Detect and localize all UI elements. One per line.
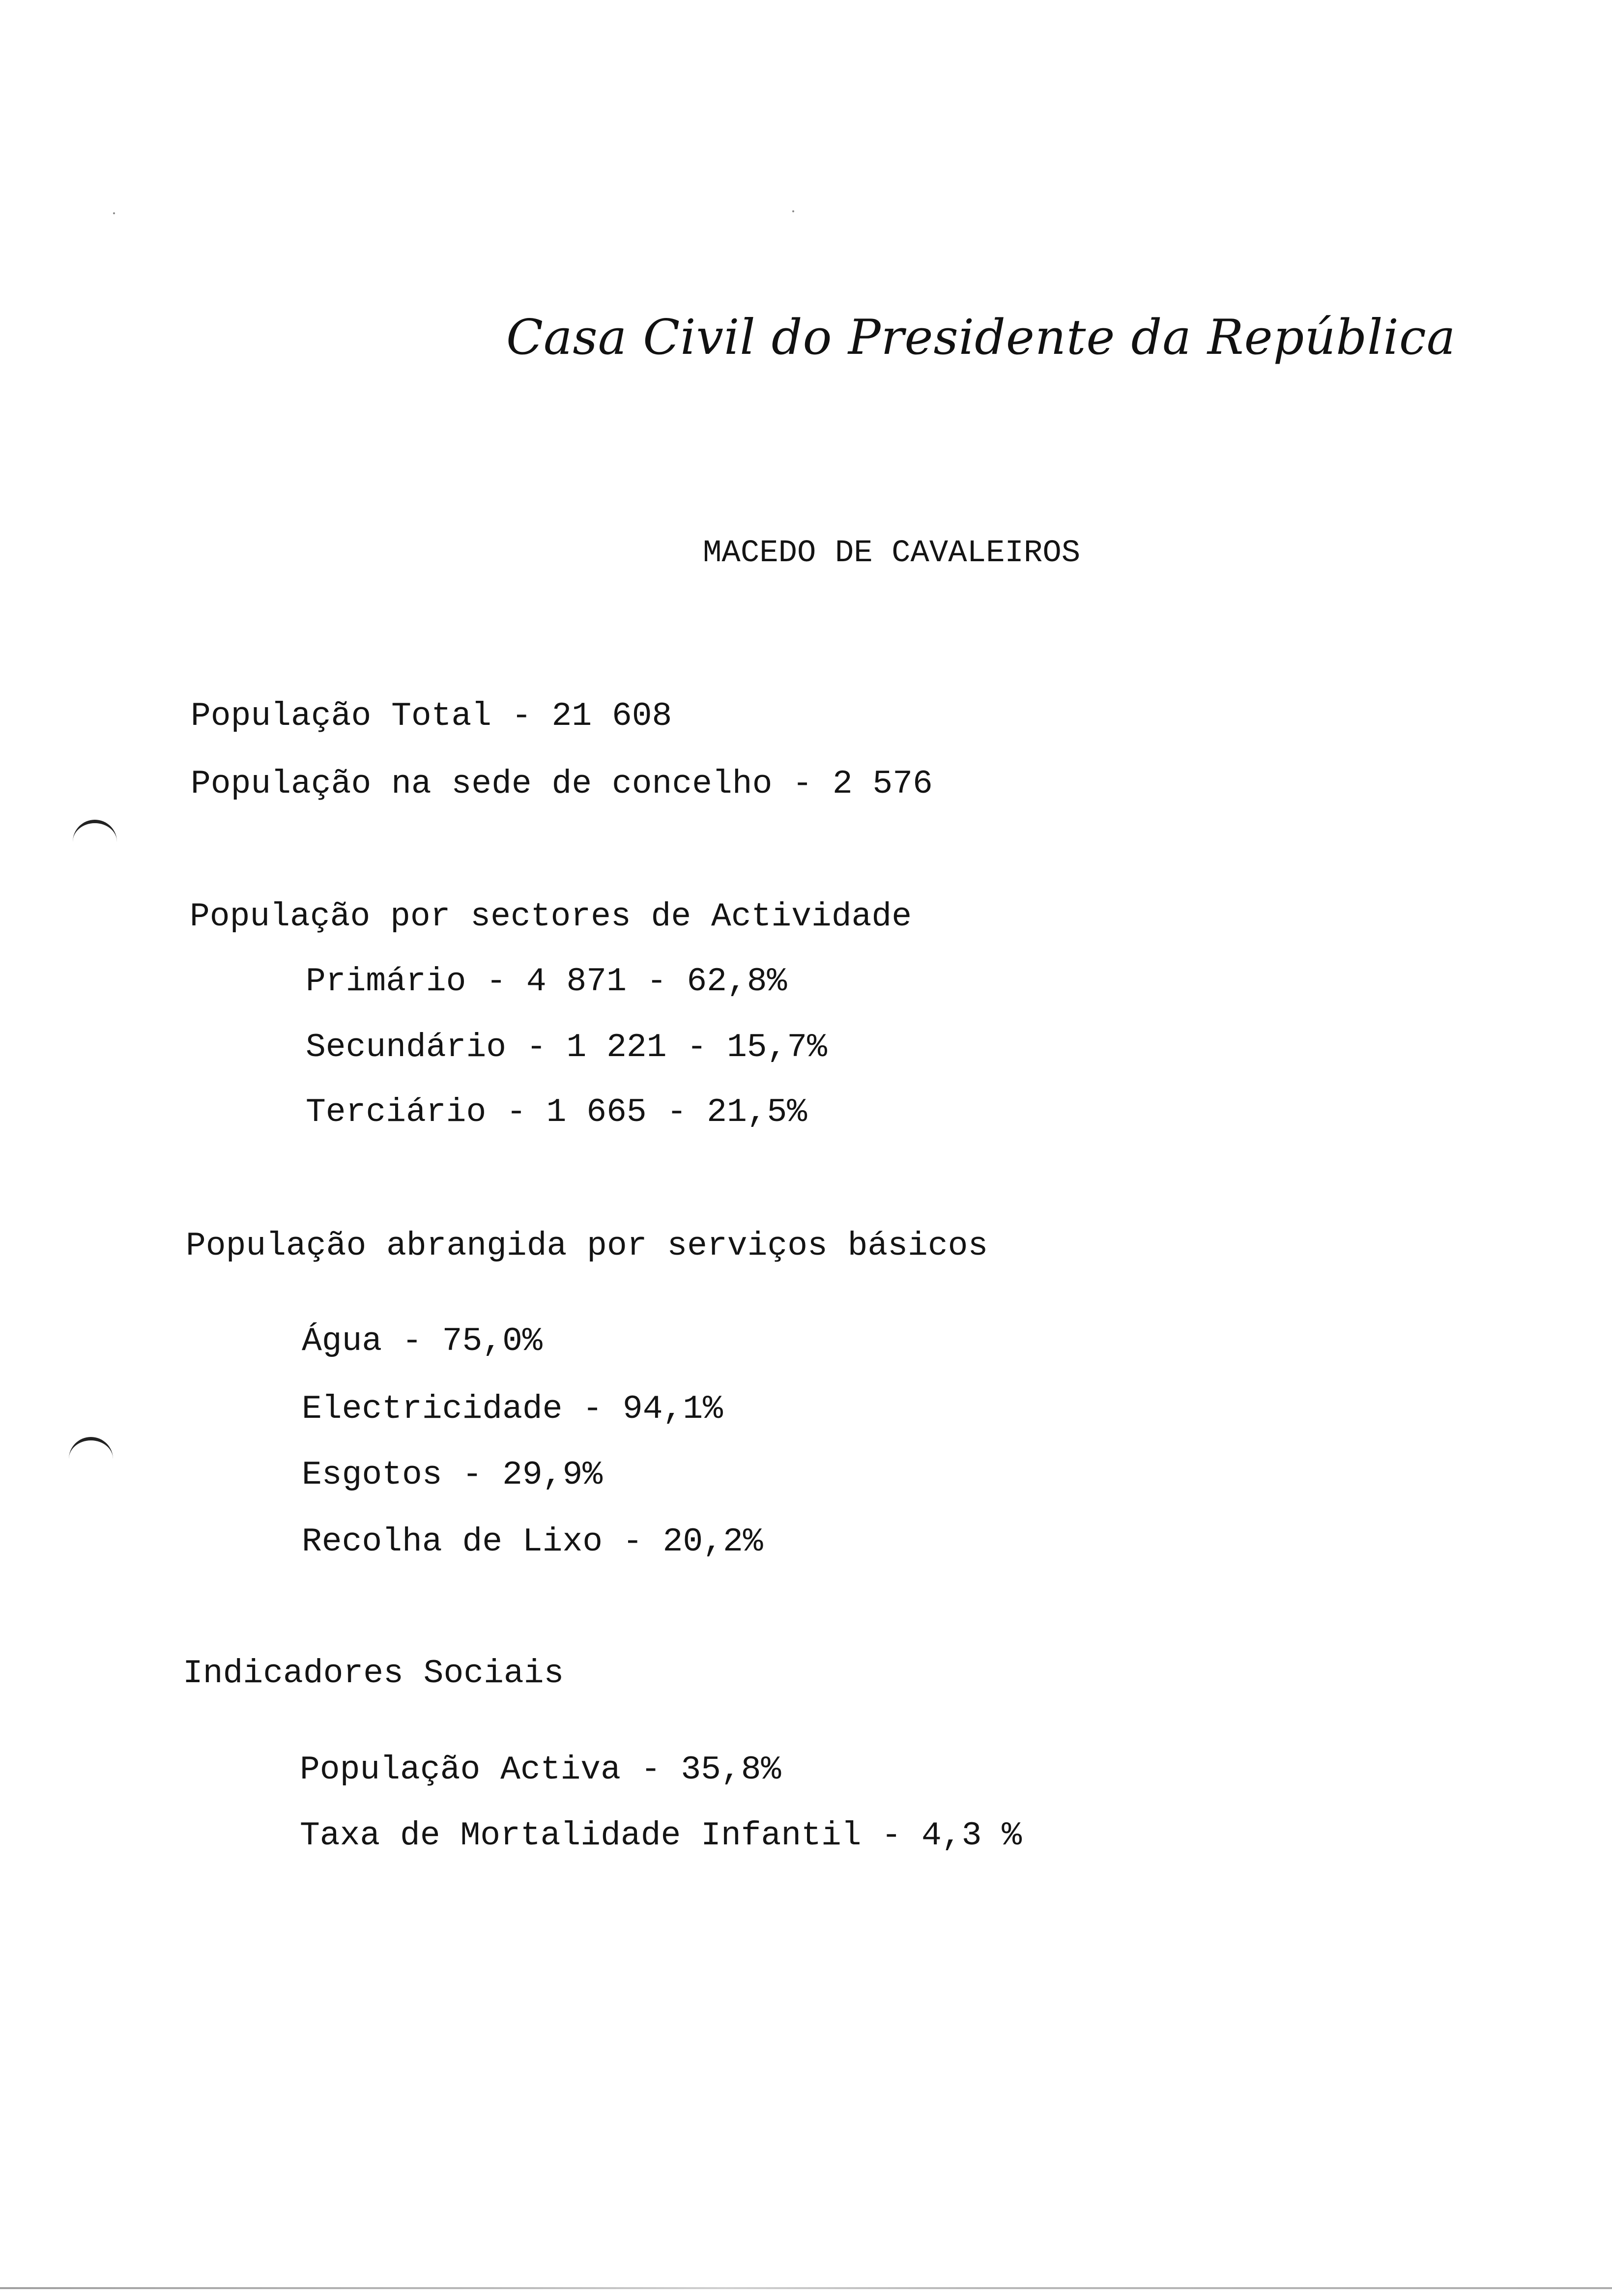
social-infant-mortality: Taxa de Mortalidade Infantil - 4,3 % [300,1817,1022,1855]
service-water: Água - 75,0% [302,1322,543,1360]
binder-mark [69,1437,113,1460]
population-total: População Total - 21 608 [191,697,672,735]
binder-mark [73,820,117,843]
social-active-population: População Activa - 35,8% [300,1751,781,1789]
services-heading: População abrangida por serviços básicos [186,1227,988,1265]
bottom-edge-line [0,2287,1612,2289]
document-title: MACEDO DE CAVALEIROS [703,536,1081,571]
service-electricity: Electricidade - 94,1% [302,1390,723,1428]
sector-secondary: Secundário - 1 221 - 15,7% [306,1029,827,1066]
population-seat: População na sede de concelho - 2 576 [191,765,933,803]
sector-tertiary: Terciário - 1 665 - 21,5% [306,1093,807,1131]
social-heading: Indicadores Sociais [183,1655,564,1693]
scan-speck [113,212,115,214]
scan-speck [792,210,794,212]
sectors-heading: População por sectores de Actividade [190,898,912,936]
service-sewage: Esgotos - 29,9% [302,1456,603,1494]
letterhead: Casa Civil do Presidente da República [506,310,1456,366]
sector-primary: Primário - 4 871 - 62,8% [306,963,787,1001]
service-garbage: Recolha de Lixo - 20,2% [302,1523,763,1561]
